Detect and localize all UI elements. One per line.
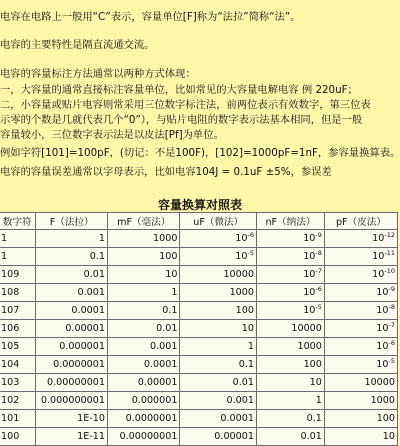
cell-f: 0.00001: [36, 320, 108, 338]
marking-method-2: 二，小容量或贴片电容则常采用三位数字标注法，前两位表示有效数字，第三位表: [0, 99, 371, 111]
table-row: [0, 410, 398, 428]
cell-mf: 0.1: [108, 302, 180, 320]
cell-uf: 0.0001: [180, 410, 257, 428]
table-row: [0, 320, 398, 338]
cell-uf: 0.1: [180, 356, 257, 374]
table-row: [0, 248, 398, 266]
cell-mf: 100: [108, 248, 180, 266]
cell-code: 103: [0, 374, 36, 392]
intro-line-symbol: 电容在电路上一般用“C”表示，容量单位[F]称为“法拉”简称“法”。: [0, 11, 301, 23]
cell-f: 1E-11: [36, 428, 108, 446]
header-uf: uF（微法）: [180, 213, 257, 230]
cell-code: 104: [0, 356, 36, 374]
cell-mf: 0.001: [108, 338, 180, 356]
header-f: F（法拉）: [36, 213, 108, 230]
table-row: [0, 428, 398, 446]
cell-pf: $10^{-5}$: [324, 356, 397, 374]
cell-mf: 0.00000001: [108, 428, 180, 446]
cell-pf: $10^{-12}$: [324, 230, 397, 248]
cell-uf: $10^{-6}$: [180, 230, 257, 248]
header-pf: pF（皮法）: [324, 213, 397, 230]
header-mf: mF（毫法）: [108, 213, 180, 230]
cell-mf: 10: [108, 266, 180, 284]
intro-line-property: 电容的主要特性是隔直流通交流。: [0, 39, 155, 51]
cell-code: 105: [0, 338, 36, 356]
cell-f: 0.0000001: [36, 356, 108, 374]
cell-pf: $10^{-11}$: [324, 248, 397, 266]
table-row: [0, 392, 398, 410]
cell-code: 101: [0, 410, 36, 428]
cell-mf: 0.00001: [108, 374, 180, 392]
cell-code: 102: [0, 392, 36, 410]
cell-nf: $10^{-7}$: [256, 266, 324, 284]
cell-nf: 10000: [256, 320, 324, 338]
marking-method-2-cont: 示零的个数是几就代表几个“0”），与贴片电阻的数字表示法基本相同，但是一般: [0, 114, 363, 126]
marking-method-1: 一，大容量的通常直接标注容量单位，比如常见的大容量电解电容 例 220uF；: [0, 84, 358, 96]
cell-uf: 1: [180, 338, 257, 356]
cell-mf: 0.0000001: [108, 410, 180, 428]
table-row: [0, 338, 398, 356]
cell-pf: $10^{-6}$: [324, 338, 397, 356]
cell-pf: $10^{-8}$: [324, 302, 397, 320]
cell-pf: 10: [324, 428, 397, 446]
cell-uf: 1000: [180, 284, 257, 302]
marking-heading: 电容的容量标注方法通常以两种方式体现：: [0, 68, 196, 80]
cell-pf: $10^{-9}$: [324, 284, 397, 302]
cell-pf: $10^{-10}$: [324, 266, 397, 284]
cell-f: 0.000001: [36, 338, 108, 356]
cell-nf: 0.1: [256, 410, 324, 428]
cell-pf: $10^{-7}$: [324, 320, 397, 338]
cell-uf: 10000: [180, 266, 257, 284]
table-row: [0, 284, 398, 302]
cell-uf: 100: [180, 302, 257, 320]
cell-uf: 10: [180, 320, 257, 338]
cell-pf: 100: [324, 410, 397, 428]
cell-nf: 100: [256, 356, 324, 374]
cell-uf: 0.00001: [180, 428, 257, 446]
cell-f: 1: [36, 230, 108, 248]
tolerance-note: 电容的容量误差通常以字母表示，比如电容104J = 0.1uF ±5%，参误差: [0, 166, 332, 178]
cell-code: 107: [0, 302, 36, 320]
cell-code: 1: [0, 248, 36, 266]
marking-example: 例如字符[101]=100pF，(切记：不是100F)，[102]=1000pF=1nF，参容量换算表。: [0, 147, 400, 159]
cell-f: 1E-10: [36, 410, 108, 428]
cell-nf: $10^{-6}$: [256, 284, 324, 302]
cell-nf: 0.01: [256, 428, 324, 446]
cell-mf: 0.01: [108, 320, 180, 338]
cell-f: 0.00000001: [36, 374, 108, 392]
cell-mf: 0.000001: [108, 392, 180, 410]
cell-f: 0.000000001: [36, 392, 108, 410]
table-row: [0, 356, 398, 374]
cell-f: 0.001: [36, 284, 108, 302]
cell-uf: 0.001: [180, 392, 257, 410]
cell-f: 0.1: [36, 248, 108, 266]
table-row: [0, 230, 398, 248]
cell-uf: $10^{-5}$: [180, 248, 257, 266]
cell-code: 100: [0, 428, 36, 446]
cell-uf: 0.01: [180, 374, 257, 392]
cell-pf: 1000: [324, 392, 397, 410]
table-row: [0, 302, 398, 320]
cell-mf: 1: [108, 284, 180, 302]
conversion-table: [0, 212, 398, 446]
table-row: [0, 266, 398, 284]
cell-f: 0.01: [36, 266, 108, 284]
cell-mf: 0.0001: [108, 356, 180, 374]
conversion-table-title: 容量换算对照表: [157, 198, 242, 212]
cell-pf: 10000: [324, 374, 397, 392]
cell-nf: 1000: [256, 338, 324, 356]
cell-code: 106: [0, 320, 36, 338]
header-code: 数字符: [0, 213, 36, 230]
cell-code: 1: [0, 230, 36, 248]
cell-f: 0.0001: [36, 302, 108, 320]
table-row: [0, 374, 398, 392]
table-header-row: [0, 213, 398, 230]
cell-code: 109: [0, 266, 36, 284]
cell-nf: $10^{-9}$: [256, 230, 324, 248]
cell-nf: $10^{-5}$: [256, 302, 324, 320]
cell-code: 108: [0, 284, 36, 302]
cell-nf: 10: [256, 374, 324, 392]
marking-method-2-cont2: 容量较小，三位数字表示法是以皮法[Pf]为单位。: [0, 129, 224, 141]
cell-mf: 1000: [108, 230, 180, 248]
cell-nf: 1: [256, 392, 324, 410]
cell-nf: $10^{-8}$: [256, 248, 324, 266]
header-nf: nF（纳法）: [256, 213, 324, 230]
